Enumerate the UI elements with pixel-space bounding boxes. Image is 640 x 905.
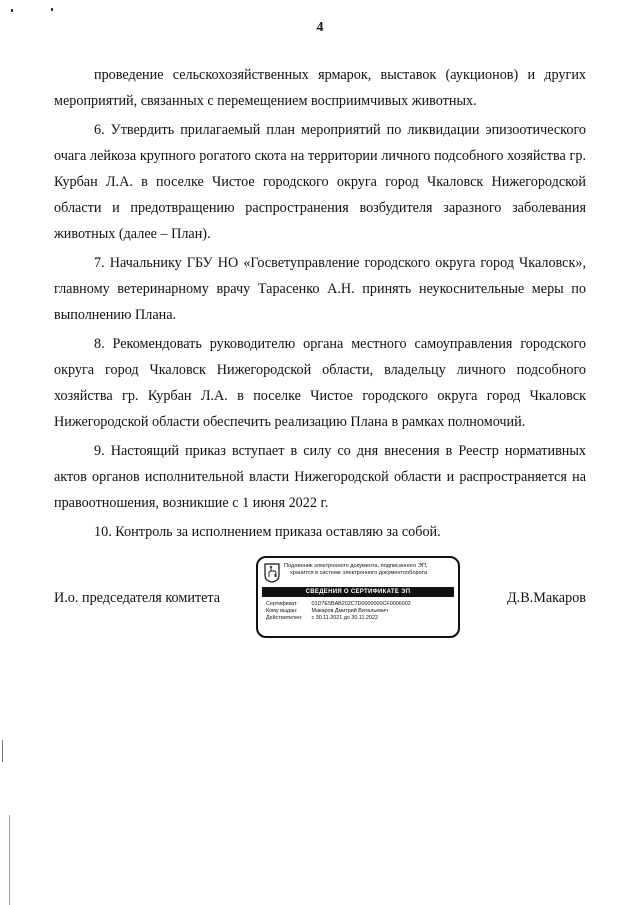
signatory-position: И.о. председателя комитета [54,590,221,606]
stamp-issued-to-value: Макаров Дмитрий Витальевич [311,608,388,615]
paragraph-8: 8. Рекомендовать руководителю органа местного самоуправления городского округа город Чкаловск Нижегородской области, владельцу личного подсобного хозяйства гр. Курбан Л.А. в поселке Чистое городского округа город Чкаловск Нижегородской области обеспечить реализацию Плана в рамках полномочий. [54,336,586,430]
stamp-header-line-2: хранится в системе электронного документооборота [290,570,428,576]
scan-edge-line [2,740,3,762]
scan-speck [11,9,13,12]
paragraph-9: 9. Настоящий приказ вступает в силу со дня внесения в Реестр нормативных актов органов исполнительной власти Нижегородской области и распространяется на правоотношения, возникшие с 1 июня 2022 г. [54,443,586,511]
stamp-valid-label: Действителен: [266,615,303,622]
stamp-certificate-label: Сертификат: [266,601,299,607]
stamp-header-line-1: Подлинник электронного документа, подписанного ЭП, [284,563,428,569]
stamp-details [266,601,456,623]
stamp-valid-row [266,615,456,622]
stamp-header [284,563,456,577]
stamp-certificate-value: 01D7E5BAB202C7D0000000CF0006002 [311,601,411,607]
stamp-valid-value: с 30.11.2021 до 30.11.2022 [311,615,378,622]
stamp-banner: СВЕДЕНИЯ О СЕРТИФИКАТЕ ЭП [262,587,454,597]
paragraph-7: 7. Начальнику ГБУ НО «Госветуправление городского округа город Чкаловск», главному ветеринарному врачу Тарасенко А.Н. принять неукоснительные меры по выполнению Плана. [54,255,586,323]
electronic-signature-stamp [256,556,460,638]
paragraph-continuation: проведение сельскохозяйственных ярмарок, выставок (аукционов) и других мероприятий, связанных с перемещением восприимчивых животных. [54,67,586,109]
page-number: 4 [316,20,324,35]
signatory-name: Д.В.Макаров [506,590,586,606]
scan-edge-line [9,815,10,905]
stamp-issued-to-label: Кому выдан: [266,608,298,615]
paragraph-10: 10. Контроль за исполнением приказа оставляю за собой. [94,524,441,540]
paragraph-6: 6. Утвердить прилагаемый план мероприятий по ликвидации эпизоотического очага лейкоза крупного рогатого скота на территории личного подсобного хозяйства гр. Курбан Л.А. в поселке Чистое городского округа город Чкаловск Нижегородской области и предотвращению распространения возбудителя заразного заболевания животных (далее – План). [54,122,586,242]
document-body [54,62,586,548]
nizhny-novgorod-deer-emblem-icon [264,563,280,583]
scan-speck [51,8,53,11]
